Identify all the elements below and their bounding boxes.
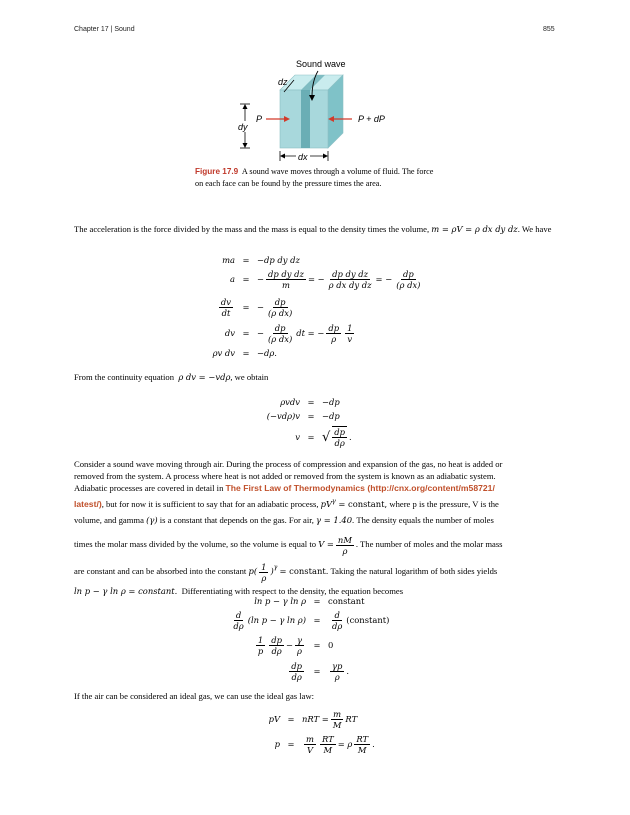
equation-row: v = √ $\frac{dp}{d\rho}$ . bbox=[295, 427, 352, 448]
equation-row: dv = − $\frac{dp}{\text{(ρ dx)}}$ dt = − $\frac{dp}{\rho}$ $\frac{1}{v}$ bbox=[224, 322, 353, 344]
equation-row: a = − $\frac{\text{dp dy dz}}{m}$ = − $\frac{\text{dp dy dz}}{\text{ρ dx dy dz}}$ = − $\frac{dp}{\text{(ρ dx)}}$ bbox=[230, 268, 421, 290]
figure-caption bbox=[195, 166, 435, 189]
first-law-thermodynamics-link-cont[interactable]: latest/) bbox=[74, 499, 102, 510]
equation-row: ρvdv = −dp bbox=[280, 397, 340, 407]
paragraph-text: . We have bbox=[517, 224, 552, 234]
first-law-thermodynamics-link[interactable]: The First Law of Thermodynamics (http://cnx.org/content/m58721/ bbox=[225, 482, 495, 493]
equation-row: pV = nRT = $\frac{m}{M}$ RT bbox=[268, 708, 358, 730]
fluid-volume-diagram bbox=[228, 55, 428, 167]
inline-math: m = ρV = ρ dx dy dz bbox=[431, 224, 518, 234]
slab-front bbox=[301, 90, 310, 148]
running-header-chapter: Chapter 17 | Sound bbox=[74, 26, 135, 33]
dx-label: dx bbox=[298, 152, 308, 162]
dz-label: dz bbox=[278, 77, 288, 87]
equation-row: $\frac{1}{p}$ $\frac{dp}{d\rho}$ − $\frac{\gamma}{\rho}$ = 0 bbox=[257, 634, 334, 656]
figure-sound-wave-volume bbox=[228, 55, 428, 167]
equation-row: $\frac{dv}{dt}$ = − $\frac{dp}{\text{(ρ dx)}}$ bbox=[220, 296, 293, 318]
paragraph-continuity: From the continuity equation ρ dv = −vdρ, we obtain bbox=[74, 372, 269, 382]
equation-row: $\frac{d}{d\rho}$ (ln p − γ ln ρ) = $\frac{d}{d\rho}$ (constant) bbox=[233, 609, 390, 631]
sound-wave-label: Sound wave bbox=[296, 59, 346, 69]
equation-row: ln p − γ ln ρ = constant bbox=[254, 596, 365, 606]
equation-row: p = $\frac{m}{V}$ $\frac{RT}{M}$ = ρ $\frac{RT}{M}$ . bbox=[274, 733, 375, 755]
dy-label: dy bbox=[238, 122, 248, 132]
figure-number: Figure 17.9 bbox=[195, 167, 239, 176]
paragraph-ideal-gas: If the air can be considered an ideal gas, we can use the ideal gas law: bbox=[74, 691, 315, 701]
paragraph-adiabatic: Consider a sound wave moving through air. During the process of compression and expansion of the gas, no heat is added or removed from the system. A process where heat is not added or removed from the system is known as an adiabatic system. Adiabatic processes are covered in detail in The First Law of Thermodynamics (http://cnx.org/content/m58721/ latest/), but for now it is sufficient to say that for an adiabatic process, $pV^\gamma$ = constant, where p is the pressure, V is the volume, and gamma (γ) is a constant that depends on the gas. For air, γ = 1.40. The density equals the number of moles times the molar mass divided by the volume, so the volume is equal to V = $\frac{nM}{\rho}$ . The number of moles and the molar mass are constant and can be absorbed into the constant p ( $\frac{1}{\rho}$ ) $^\gamma$ = constant. Taking the natural logarithm of both sides yields ln p − γ ln ρ = constant. Differentiating with respect to the density, the equation becomes bbox=[74, 459, 503, 596]
paragraph-text: The acceleration is the force divided by the mass and the mass is equal to the density times the volume, bbox=[74, 224, 430, 234]
equation-row: (−vdρ)v = −dp bbox=[266, 411, 340, 421]
equation-row: $\frac{dp}{d\rho}$ = $\frac{\gamma p}{\rho}$ . bbox=[291, 660, 350, 682]
equation-row: ma = −dp dy dz bbox=[222, 255, 300, 265]
paragraph-acceleration bbox=[74, 224, 556, 236]
figure-caption-text: A sound wave moves through a volume of fluid. The force on each face can be found by the pressure times the area. bbox=[195, 167, 434, 188]
p-plus-dp-label: P + dP bbox=[358, 114, 385, 124]
page-number: 855 bbox=[543, 26, 555, 33]
equation-row: ρv dv = −dρ. bbox=[212, 348, 277, 358]
p-label: P bbox=[256, 114, 263, 124]
